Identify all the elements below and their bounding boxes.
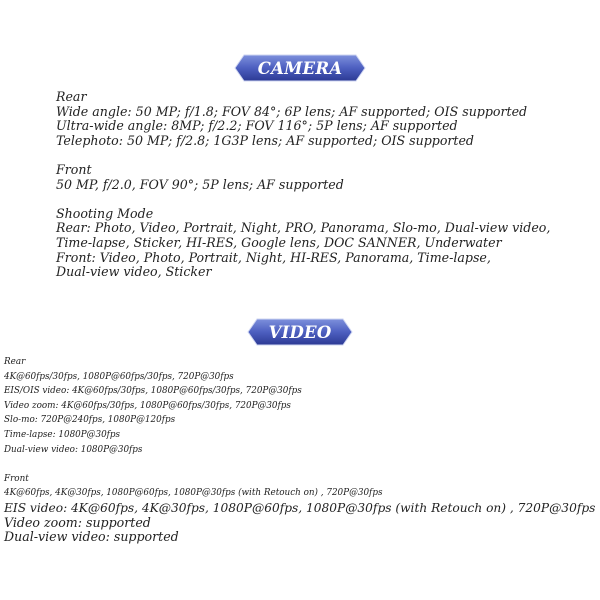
shooting-mode-line: Rear: Photo, Video, Portrait, Night, PRO, Panorama, Slo-mo, Dual-view video, xyxy=(56,220,551,236)
video-front-line: Video zoom: supported xyxy=(4,514,151,530)
video-section-badge xyxy=(247,318,353,346)
camera-rear-heading: Rear xyxy=(56,89,87,104)
video-rear-heading: Rear xyxy=(4,357,26,367)
video-section-title: VIDEO xyxy=(268,322,332,342)
video-front-line: EIS video: 4K@60fps, 4K@30fps, 1080P@60fps, 1080P@30fps (with Retouch on) , 720P@30fps xyxy=(4,500,596,515)
video-rear-line: 4K@60fps/30fps, 1080P@60fps/30fps, 720P@30fps xyxy=(4,371,234,382)
video-rear-line: Slo-mo: 720P@240fps, 1080P@120fps xyxy=(4,415,176,426)
camera-front-heading: Front xyxy=(56,161,92,177)
video-front-line: Dual-view video: supported xyxy=(4,529,179,545)
camera-rear-line: Wide angle: 50 MP; f/1.8; FOV 84°; 6P lens; AF supported; OIS supported xyxy=(56,103,528,119)
video-rear-line: Video zoom: 4K@60fps/30fps, 1080P@60fps/30fps, 720P@30fps xyxy=(4,400,291,411)
video-front-line: 4K@60fps, 4K@30fps, 1080P@60fps, 1080P@30fps (with Retouch on) , 720P@30fps xyxy=(4,488,383,499)
video-rear-line: Dual-view video: 1080P@30fps xyxy=(4,444,143,455)
video-rear-line: Time-lapse: 1080P@30fps xyxy=(4,429,121,440)
video-section-body xyxy=(4,355,595,545)
camera-section-badge xyxy=(234,54,366,82)
shooting-mode-heading: Shooting Mode xyxy=(56,205,154,221)
video-rear-line: EIS/OIS video: 4K@60fps/30fps, 1080P@60fps/30fps, 720P@30fps xyxy=(4,386,302,397)
camera-section-title: CAMERA xyxy=(257,58,343,78)
camera-section-body xyxy=(56,90,550,280)
shooting-mode-line: Front: Video, Photo, Portrait, Night, HI-RES, Panorama, Time-lapse, xyxy=(56,249,491,265)
camera-front-line: 50 MP, f/2.0, FOV 90°; 5P lens; AF supported xyxy=(56,176,344,192)
shooting-mode-line: Dual-view video, Sticker xyxy=(56,264,212,280)
video-front-heading: Front xyxy=(4,473,29,484)
camera-rear-line: Ultra-wide angle: 8MP; f/2.2; FOV 116°; 5P lens; AF supported xyxy=(56,118,458,134)
shooting-mode-line: Time-lapse, Sticker, HI-RES, Google lens, DOC SANNER, Underwater xyxy=(56,234,502,250)
camera-rear-line: Telephoto: 50 MP; f/2.8; 1G3P lens; AF supported; OIS supported xyxy=(56,132,474,148)
